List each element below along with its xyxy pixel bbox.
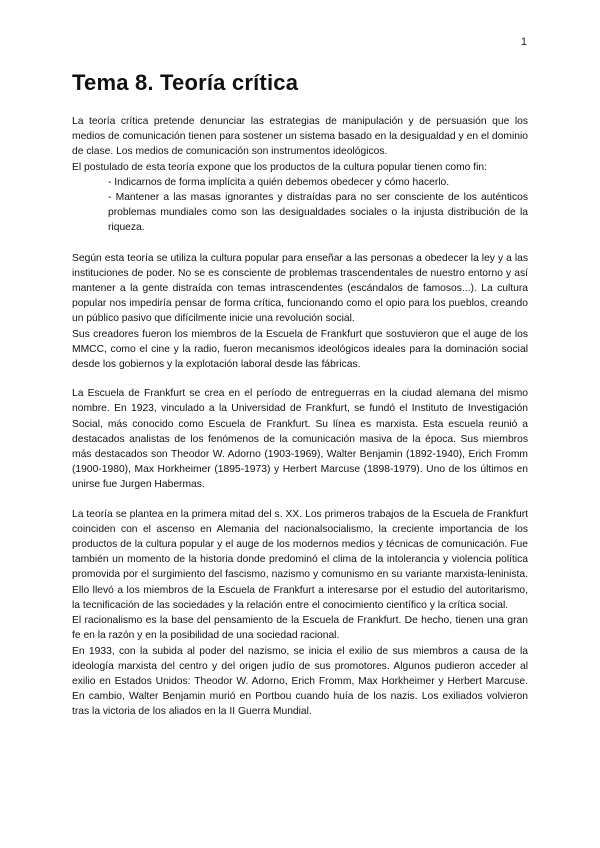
paragraph-postulate: El postulado de esta teoría expone que los productos de la cultura popular tienen como fin: — [72, 161, 488, 173]
bullet-list — [72, 175, 528, 236]
bullet-item: - Indicarnos de forma implícita a quién debemos obedecer y cómo hacerlo. — [108, 176, 450, 188]
page-number: 1 — [520, 36, 527, 48]
paragraph-rationalism: El racionalismo es la base del pensamiento de la Escuela de Frankfurt. De hecho, tienen una gran fe en la razón y en la posibilidad de una sociedad racional. — [72, 615, 528, 642]
paragraph-historical-context: La teoría se plantea en la primera mitad del s. XX. Los primeros trabajos de la Escuela de Frankfurt coinciden con el ascenso en Alemania del nacionalsocialismo, la creciente importancia de los productos de la cultura popular y el auge de los modernos medios y técnicas de comunicación. Fue también un momento de la historia donde predominó el clima de la intolerancia y violencia política promovida por el surgimiento del fascismo, nazismo y comunismo en su variante marxista-leninista. Ello llevó a los miembros de la Escuela de Frankfurt a interesarse por el estudio del autoritarismo, la tecnificación de las sociedades y la relación entre el conocimiento científico y la crítica social. — [72, 508, 528, 611]
paragraph-creators: Sus creadores fueron los miembros de la Escuela de Frankfurt que sostuvieron que el auge de los MMCC, como el cine y la radio, fueron mecanismos ideológicos ideales para la dominación social desde los gobiernos y la explotación laboral desde las fábricas. — [72, 328, 528, 371]
paragraph-popular-culture: Según esta teoría se utiliza la cultura popular para enseñar a las personas a obedecer la ley y a las instituciones de poder. No se es consciente de problemas trascendentales de nuestro entorno y así mantener a la gente distraída con temas intrascendentes (escándalos de famosos...). La cultura popular nos impediría pensar de forma crítica, funcionando como el opio para los pueblos, creando un público pasivo que difícilmente inicie una revolución social. — [72, 252, 528, 325]
paragraph-intro: La teoría crítica pretende denunciar las estrategias de manipulación y de persuasión que los medios de comunicación tienen para sostener un sistema basado en la desigualdad y en el dominio de clase. Los medios de comunicación son instrumentos ideológicos. — [72, 116, 528, 158]
page-title: Tema 8. Teoría crítica — [72, 70, 299, 95]
bullet-item: - Mantener a las masas ignorantes y distraídas para no ser consciente de los auténticos problemas mundiales como son las desigualdades sociales o la injusta distribución de la riqueza. — [108, 192, 528, 234]
document-body — [72, 114, 528, 720]
paragraph-exile: En 1933, con la subida al poder del nazismo, se inicia el exilio de sus miembros a causa de la ideología marxista del centro y del origen judío de sus promotores. Algunos pudieron acceder al exilio en Estados Unidos: Theodor W. Adorno, Erich Fromm, Max Horkheimer y Herbert Marcuse. En cambio, Walter Benjamin murió en Portbou cuando huía de los nazis. Los exiliados volvieron tras la victoria de los aliados en la II Guerra Mundial. — [72, 645, 528, 718]
paragraph-frankfurt-school: La Escuela de Frankfurt se crea en el período de entreguerras en la ciudad alemana del mismo nombre. En 1923, vinculado a la Universidad de Frankfurt, se fundó el Instituto de Investigación Social, más conocido como Escuela de Frankfurt. Su línea es marxista. Esta escuela reunió a destacados analistas de los fenómenos de la comunicación masiva de la época. Sus miembros más destacados son Theodor W. Adorno (1903-1969), Walter Benjamin (1892-1940), Erich Fromm (1900-1980), Max Horkheimer (1895-1973) y Herbert Marcuse (1898-1979). Uno de los últimos en unirse fue Jurgen Habermas. — [72, 388, 528, 491]
